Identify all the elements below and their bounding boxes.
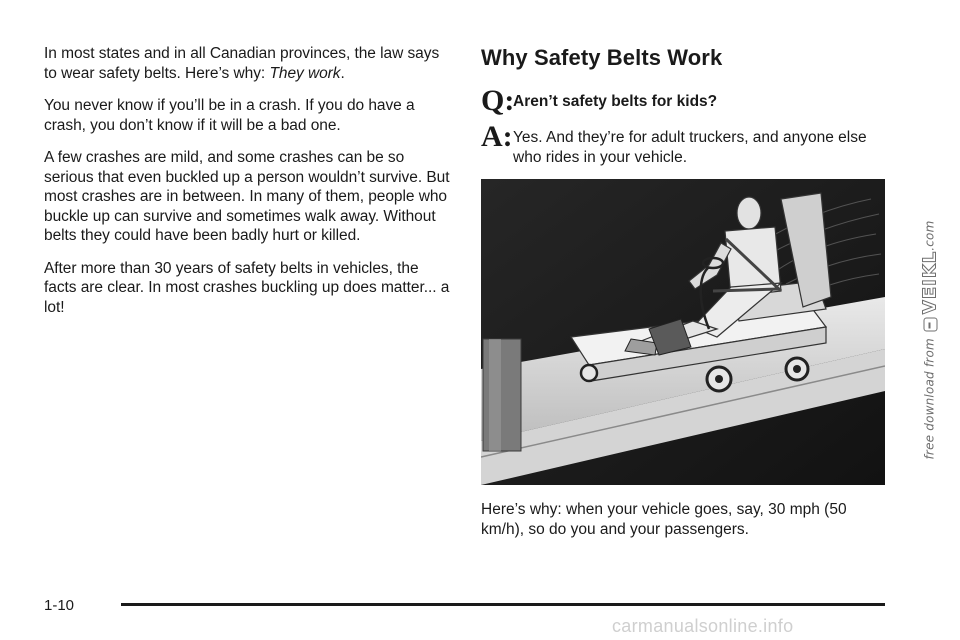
crash-uncertainty-paragraph: You never know if you’ll be in a crash. If you do have a crash, you don’t know if it will be a bad one. — [44, 97, 415, 134]
intro-paragraph: In most states and in all Canadian provinces, the law says to wear safety belts. Here’s why: They work. — [44, 45, 440, 82]
emphasis-they-work: They work — [269, 64, 341, 82]
answer-text: Yes. And they’re for adult truckers, and anyone else who rides in your vehicle. — [513, 129, 867, 166]
question-letter: Q: — [481, 84, 515, 117]
right-column — [481, 44, 891, 168]
page-number: 1-10 — [44, 597, 75, 614]
illustration-caption: Here’s why: when your vehicle goes, say, 30 mph (50 km/h), so do you and your passengers. — [481, 501, 847, 538]
footer-rule — [121, 603, 885, 606]
answer-letter: A: — [481, 120, 513, 153]
question-text: Aren’t safety belts for kids? — [513, 93, 718, 110]
barrier-block — [483, 339, 521, 451]
watermark-prefix: free download from — [922, 338, 937, 460]
veikl-logo-icon — [923, 317, 937, 331]
illustration-drawing — [481, 179, 885, 485]
question-block — [481, 86, 891, 120]
left-column — [44, 44, 452, 330]
crash-severity-paragraph: A few crashes are mild, and some crashes can be so serious that even buckled up a person wouldn’t survive. But most crashes are in between. In many of them, people who buckle up can survive and sometimes walk away. Without belts they could have been badly hurt or killed. — [44, 149, 450, 244]
watermark-brand: VEIKL — [919, 250, 941, 315]
section-heading: Why Safety Belts Work — [481, 45, 723, 70]
watermark-suffix: .com — [922, 220, 937, 251]
footer-site-watermark: carmanualsonline.info — [612, 616, 794, 636]
answer-block — [481, 122, 891, 168]
crash-sled-illustration — [481, 179, 885, 485]
facts-paragraph: After more than 30 years of safety belts in vehicles, the facts are clear. In most crashes buckling up does matter... a lot! — [44, 259, 450, 316]
